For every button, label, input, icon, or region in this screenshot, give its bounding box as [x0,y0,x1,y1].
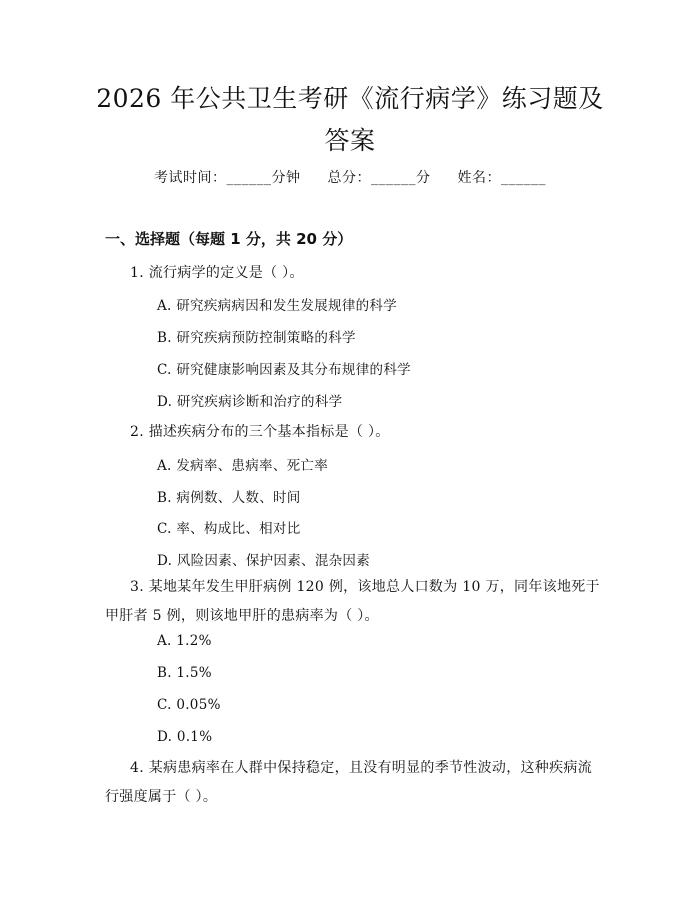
question-3-option-c: C. 0.05% [157,697,221,713]
question-1-option-d: D. 研究疾病诊断和治疗的科学 [157,394,343,410]
question-4: 4. 某病患病率在人群中保持稳定，且没有明显的季节性波动，这种疾病流行强度属于（ ）。 [105,760,593,805]
exam-info-line [0,167,700,187]
title-line-1: 2026 年公共卫生考研《流行病学》练习题及 [96,84,604,113]
question-2-option-d: D. 风险因素、保护因素、混杂因素 [157,553,371,569]
section-heading: 一、选择题（每题 1 分，共 20 分） [105,230,353,248]
document-title [70,78,630,162]
question-1: 1. 流行病学的定义是（ ）。 [130,265,304,281]
question-3-option-a: A. 1.2% [157,633,212,649]
question-2: 2. 描述疾病分布的三个基本指标是（ ）。 [130,424,390,440]
question-1-option-c: C. 研究健康影响因素及其分布规律的科学 [157,362,411,378]
question-3-option-b: B. 1.5% [157,665,212,681]
question-2-option-b: B. 病例数、人数、时间 [157,490,301,506]
question-3-option-d: D. 0.1% [157,729,213,745]
total-score-field: 总分：______分 [327,170,431,186]
question-3: 3. 某地某年发生甲肝病例 120 例，该地总人口数为 10 万，同年该地死于甲肝者 5 例，则该地甲肝的患病率为（ ）。 [105,579,600,624]
student-name-field: 姓名：______ [457,170,546,186]
question-2-option-a: A. 发病率、患病率、死亡率 [157,458,329,474]
question-1-option-a: A. 研究疾病病因和发生发展规律的科学 [157,298,398,314]
title-line-2: 答案 [324,126,376,155]
question-2-option-c: C. 率、构成比、相对比 [157,521,301,537]
question-1-option-b: B. 研究疾病预防控制策略的科学 [157,330,356,346]
exam-time-field: 考试时间：______分钟 [154,170,301,186]
